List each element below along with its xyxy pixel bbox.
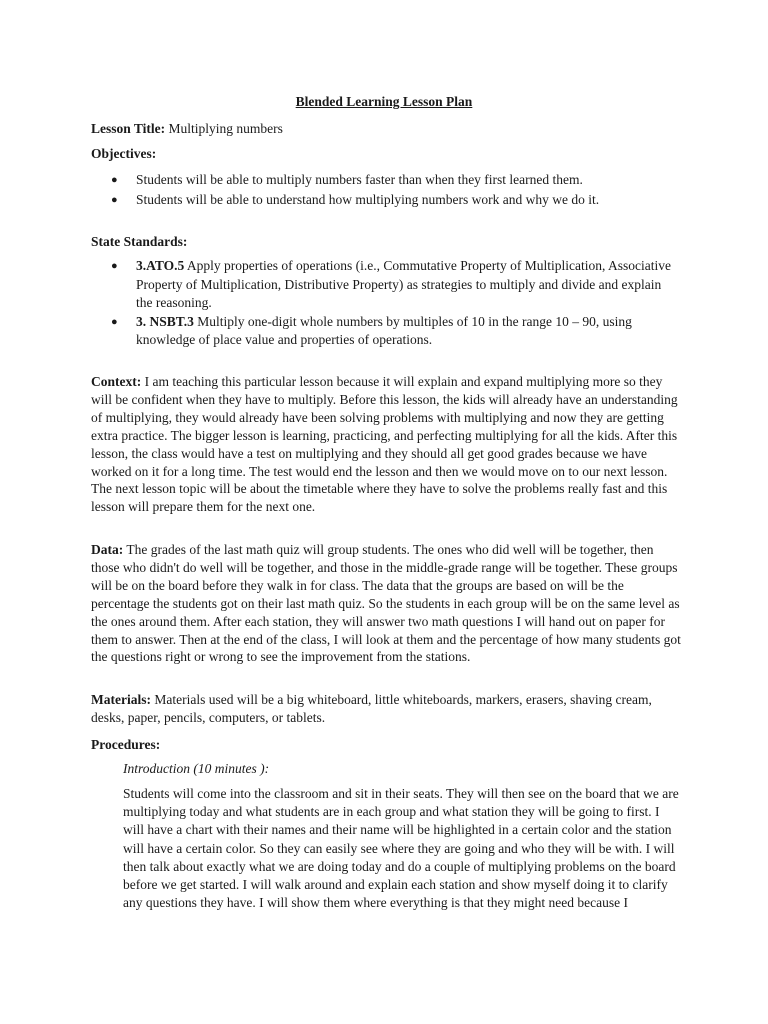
lesson-title-value: Multiplying numbers: [168, 121, 283, 136]
context-paragraph: [91, 373, 681, 516]
materials-label: Materials:: [91, 692, 151, 707]
materials-text: Materials used will be a big whiteboard, little whiteboards, markers, erasers, shaving cream, desks, paper, pencils, computers, or tablets.: [91, 692, 652, 725]
introduction-heading: Introduction (10 minutes ):: [123, 761, 270, 776]
standard-code: 3. NSBT.3: [136, 313, 194, 329]
lesson-title-label: Lesson Title:: [91, 121, 166, 136]
context-text: I am teaching this particular lesson because it will explain and expand multiplying more so they will be confident when they have to multiply. Before this lesson, the kids will already have an understanding of multiplying, they would already have been solving problems with multiplying and now they are getting extra practice. The bigger lesson is learning, practicing, and perfecting multiplying for all the kids. After this lesson, the class would have a test on multiplying and they should all get good grades because we have worked on it for a long time. The test would end the lesson and then we would move on to our next lesson. The next lesson topic will be about the timetable where they have to solve the problems really fast and this lesson will prepare them for the next one.: [91, 374, 678, 515]
data-label: Data:: [91, 542, 124, 557]
standard-text: Multiply one-digit whole numbers by multiples of 10 in the range 10 – 90, using knowledge of place value and properties of operations.: [136, 313, 632, 347]
standard-text: Apply properties of operations (i.e., Commutative Property of Multiplication, Associative Property of Multiplication, Distributive Property) as strategies to multiply and divide and explain the reasoning.: [136, 258, 671, 310]
data-paragraph: [91, 541, 681, 666]
data-text: The grades of the last math quiz will group students. The ones who did well will be together, then those who didn't do well will be together, and those in the middle-grade range will be together. These groups will be on the board before they walk in for class. The data that the groups are based on will be the percentage the students got on their last math quiz. So the students in each group will be on the same level as the ones around them. After each station, they will answer two math questions I will hand out on paper for them to answer. Then at the end of the class, I will look at them and the percentage of how many students got the questions right or wrong to see the improvement from the stations.: [91, 542, 681, 665]
context-label: Context:: [91, 374, 142, 389]
introduction-paragraph: Students will come into the classroom and sit in their seats. They will then see on the board that we are multiplying today and what students are in each group and what station they will be going to first. I will have a chart with their names and their name will be highlighted in a certain color and the station will have a certain color. So they can easily see where they are going and who they will be with. I will then talk about exactly what we are doing today and do a couple of multiplying problems on the board before we get started. I will walk around and explain each station and show myself doing it to clarify any questions they have. I will show them where everything is that they might need because I: [123, 786, 679, 911]
procedures-heading: Procedures:: [91, 737, 161, 752]
objectives-list: [111, 170, 599, 210]
list-item: ● Students will be able to understand how multiplying numbers work and why we do it.: [111, 190, 599, 210]
list-item: ● Students will be able to multiply numbers faster than when they first learned them.: [111, 170, 599, 190]
lesson-title-line: [91, 121, 283, 137]
state-standards-heading: State Standards:: [91, 234, 188, 249]
standard-code: 3.ATO.5: [136, 258, 185, 273]
standards-list: [111, 257, 671, 350]
objectives-heading: Objectives:: [91, 146, 157, 161]
list-item: [111, 257, 671, 313]
document-title: Blended Learning Lesson Plan: [295, 94, 473, 109]
materials-paragraph: [91, 691, 681, 727]
list-item: [111, 313, 671, 350]
